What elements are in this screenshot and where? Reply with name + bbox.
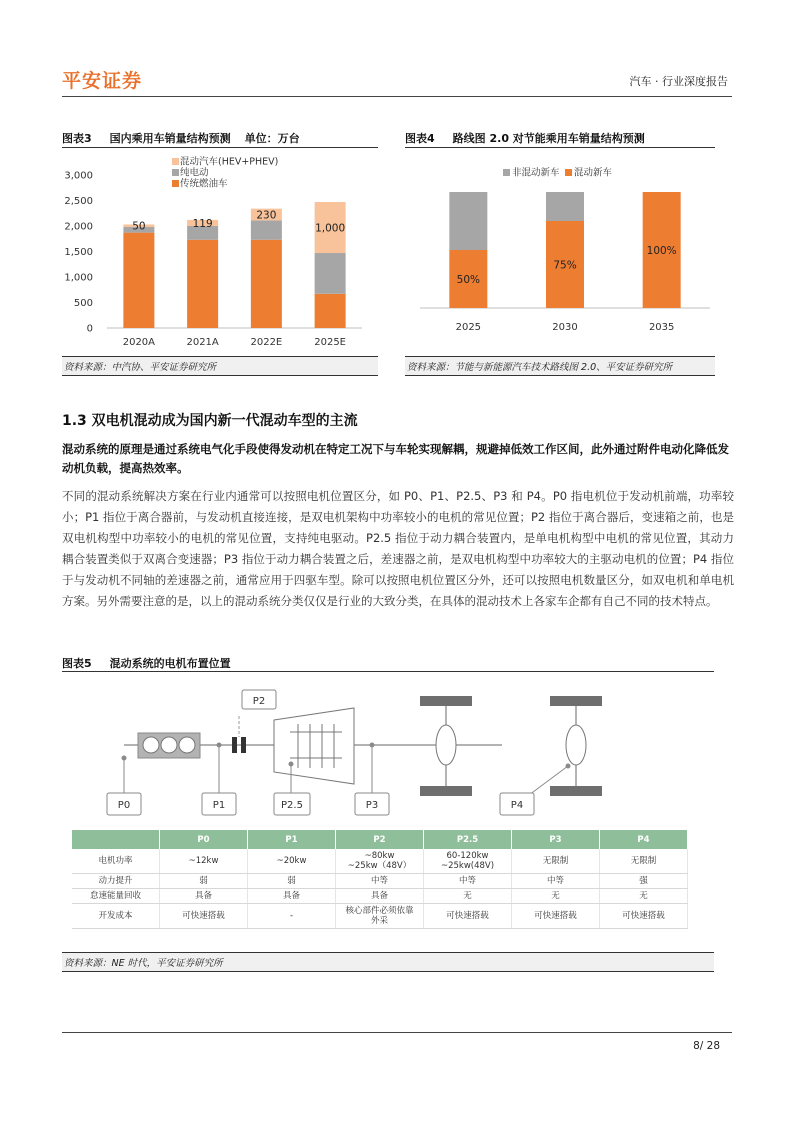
legend-label: 混动新车 [574,167,613,179]
bar-segment [123,233,154,328]
motor-position-table [72,830,688,929]
fig3-source: 资料来源：中汽协、平安证券研究所 [62,356,378,376]
fig4-title [405,130,645,146]
x-tick-label: 2020A [122,337,156,348]
table-cell: 具备 [160,889,248,904]
bar-segment [546,192,584,221]
rear-wheel [550,696,602,706]
table-row [72,904,688,929]
table-header-row [72,830,688,849]
legend-label: 传统燃油车 [180,178,228,190]
fig5-title [62,655,231,671]
legend-label: 纯电动 [180,167,209,179]
front-differential [436,725,456,765]
table-header-cell: P3 [512,830,600,849]
table-cell: 强 [600,874,688,889]
table-cell: 可快速搭载 [600,904,688,929]
bar-segment [251,240,282,328]
p2-label: P2 [252,696,266,707]
engine-cylinder [161,737,177,753]
x-tick-label: 2021A [186,337,219,348]
motor-table-body [72,849,688,929]
page-number: 8/ 28 [693,1040,720,1052]
legend-swatch [172,180,179,187]
table-cell: ~12kw [160,849,248,874]
clutch-plate [232,737,237,753]
table-cell: 无限制 [512,849,600,874]
legend-label: 非混动新车 [512,167,560,179]
engine-cylinder [179,737,195,753]
table-cell: 中等 [512,874,600,889]
table-cell: 具备 [336,889,424,904]
rear-differential [566,725,586,765]
y-tick-label: 3,000 [64,170,93,182]
table-header-cell: P0 [160,830,248,849]
fig5-source: 资料来源：NE 时代，平安证券研究所 [62,952,714,972]
table-cell: 动力提升 [72,874,160,889]
data-label: 1,000 [315,222,346,235]
engine-cylinder [143,737,159,753]
fig4-title-text: 路线图 2.0 对节能乘用车销量结构预测 [452,132,645,145]
fig3-title-rule [62,147,378,148]
fig5-diagram [62,680,714,830]
fig4-source: 资料来源：节能与新能源汽车技术路线图 2.0、平安证券研究所 [405,356,715,376]
footer-rule [62,1032,732,1033]
bar-segment [315,294,346,328]
table-cell: 无 [512,889,600,904]
legend-swatch [172,169,179,176]
p4-label: P4 [510,800,524,811]
bar-segment [251,220,282,239]
table-cell: 无 [424,889,512,904]
fig3-unit: 单位：万台 [244,132,300,145]
table-header-cell: P2.5 [424,830,512,849]
legend-swatch [565,169,572,176]
table-header-cell: P1 [248,830,336,849]
p25-label: P2.5 [281,800,303,811]
legend-swatch [503,169,510,176]
y-tick-label: 1,000 [64,272,93,284]
table-cell: 无 [600,889,688,904]
table-cell: 可快速搭载 [424,904,512,929]
table-cell: 弱 [248,874,336,889]
front-wheel [420,696,472,706]
company-logo: 平安证券 [62,70,143,92]
table-cell: 弱 [160,874,248,889]
p1-label: P1 [212,800,226,811]
table-cell: ~80kw ~25kw（48V） [336,849,424,874]
section-body: 不同的混动系统解决方案在行业内通常可以按照电机位置区分，如 P0、P1、P2.5、P3 和 P4。P0 指电机位于发动机前端，功率较小；P1 指位于离合器前，与发动机直接连接，是双电机架构中功率较小的电机的常见位置；P2 指位于离合器后，变速箱之前，也是双电机构型中功率较小的电机的常见位置，支持纯电驱动。P2.5 指位于动力耦合装置内，是单电机构型中电机的常见位置，其动力耦合装置类似于双离合变速器；P3 指位于动力耦合装置之后，差速器之前，是双电机构型中功率较大的主驱动电机的位置；P4 指位于与发动机不同轴的差速器之前，通常应用于四驱车型。除可以按照电机位置区分外，还可以按照电机数量区分，如双电机和单电机方案。另外需要注意的是，以上的混动系统分类仅仅是行业的大致分类，在具体的混动技术上各家车企都有自己不同的技术特点。 [62,489,734,608]
section-lead: 混动系统的原理是通过系统电气化手段使得发动机在特定工况下与车轮实现解耦，规避掉低效工作区间，此外通过附件电动化降低发动机负载，提高热效率。 [62,442,729,475]
gearbox [274,708,354,784]
x-tick-label: 2035 [648,322,675,333]
bar-segment [315,253,346,294]
document-title: 汽车 · 行业深度报告 [629,75,728,88]
y-tick-label: 500 [73,298,93,309]
table-cell: 怠速能量回收 [72,889,160,904]
fig5-title-rule [62,671,714,672]
data-label: 100% [646,245,677,257]
data-label: 230 [256,209,277,222]
x-tick-label: 2025 [455,322,482,333]
section-heading: 1.3 双电机混动成为国内新一代混动车型的主流 [62,413,358,429]
fig3-label: 图表3 [62,132,92,145]
y-tick-label: 2,000 [64,221,93,233]
table-cell: 可快速搭载 [160,904,248,929]
fig5-label: 图表5 [62,657,92,670]
data-label: 75% [553,259,577,272]
data-label: 50 [132,220,146,233]
rear-wheel [550,786,602,796]
front-wheel [420,786,472,796]
table-row [72,874,688,889]
p3-label: P3 [365,800,379,811]
header-rule [62,96,732,97]
fig3-title [62,130,300,146]
clutch-plate [241,737,246,753]
table-cell: ~20kw [248,849,336,874]
table-cell: 无限制 [600,849,688,874]
table-header-cell: P2 [336,830,424,849]
data-label: 50% [456,274,481,286]
table-header-cell [72,830,160,849]
table-cell: 具备 [248,889,336,904]
fig4-title-rule [405,147,715,148]
table-row [72,849,688,874]
fig4-label: 图表4 [405,132,435,145]
y-tick-label: 2,500 [64,196,93,207]
table-header-cell: P4 [600,830,688,849]
table-cell: 电机功率 [72,849,160,874]
x-tick-label: 2030 [552,322,578,333]
table-cell: 开发成本 [72,904,160,929]
bar-segment [449,192,487,250]
fig4-chart [405,150,715,356]
x-tick-label: 2025E [314,337,347,348]
data-label: 119 [192,217,213,230]
bar-segment [187,240,218,328]
fig3-chart [62,150,378,356]
x-tick-label: 2022E [250,337,283,348]
p0-label: P0 [117,800,131,811]
fig3-title-text: 国内乘用车销量结构预测 [109,132,231,145]
fig5-title-text: 混动系统的电机布置位置 [109,657,231,670]
y-tick-label: 1,500 [64,247,93,258]
y-tick-label: 0 [86,323,93,335]
legend-label: 混动汽车(HEV+PHEV) [180,156,279,168]
table-cell: 可快速搭载 [512,904,600,929]
table-cell: 中等 [424,874,512,889]
table-row [72,889,688,904]
legend-swatch [172,158,179,165]
table-cell: 中等 [336,874,424,889]
table-cell: - [248,904,336,929]
motor-table-wrap [72,830,688,929]
table-cell: 核心部件必须依靠 外采 [336,904,424,929]
table-cell: 60-120kw ~25kw(48V) [424,849,512,874]
